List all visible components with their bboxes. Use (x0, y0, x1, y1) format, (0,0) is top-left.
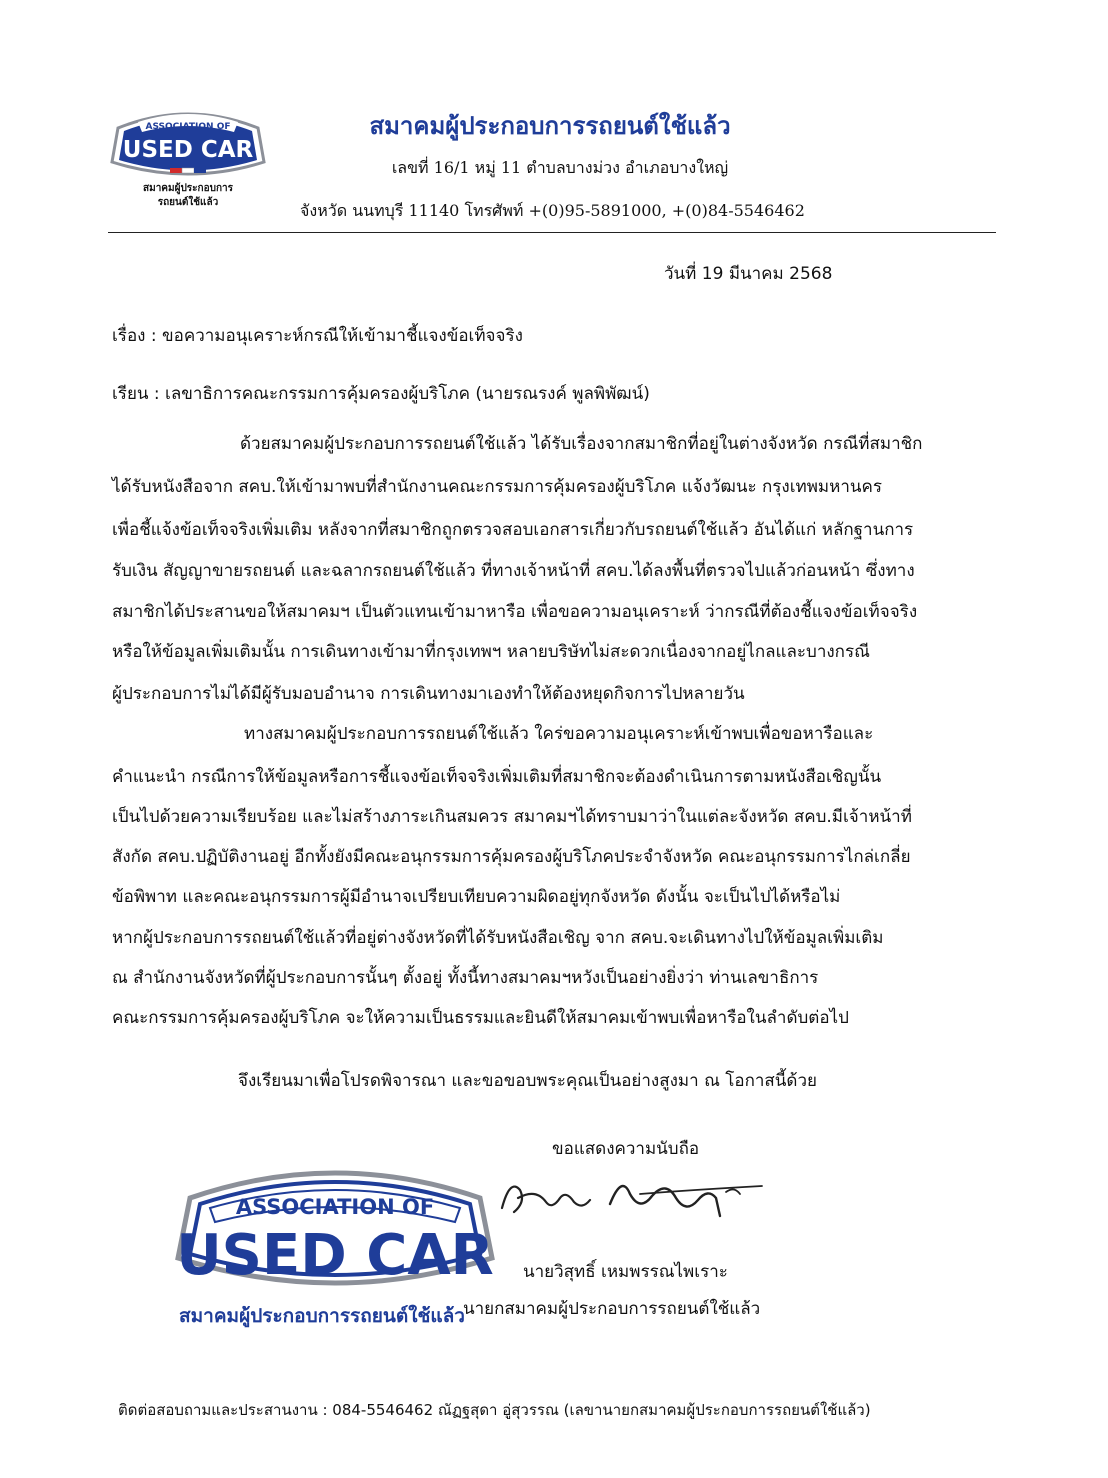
logo-line2: USED CAR (122, 137, 254, 163)
stamp-line2: USED CAR (176, 1223, 494, 1288)
body-line: เป็นไปด้วยความเรียบร้อย และไม่สร้างภาระเกินสมควร สมาคมฯได้ทราบมาว่าในแต่ละจังหวัด สคบ.มีเจ้าหน้าที่ (112, 807, 912, 827)
organization-name: สมาคมผู้ประกอบการรถยนต์ใช้แล้ว (369, 111, 731, 140)
letter-closing: จึงเรียนมาเพื่อโปรดพิจารณา และขอขอบพระคุณเป็นอย่างสูงมา ณ โอกาสนี้ด้วย (238, 1071, 817, 1091)
body-line: ผู้ประกอบการไม่ได้มีผู้รับมอบอำนาจ การเดินทางมาเองทำให้ต้องหยุดกิจการไปหลายวัน (112, 684, 745, 704)
stamp-line1: ASSOCIATION OF (235, 1195, 435, 1219)
body-line: ณ สำนักงานจังหวัดที่ผู้ประกอบการนั้นๆ ตั้งอยู่ ทั้งนี้ทางสมาคมฯหวังเป็นอย่างยิ่งว่า ท่านเลขาธิการ (112, 968, 819, 988)
letter-subject: เรื่อง : ขอความอนุเคราะห์กรณีให้เข้ามาชี้แจงข้อเท็จจริง (112, 326, 523, 346)
body-line: ด้วยสมาคมผู้ประกอบการรถยนต์ใช้แล้ว ได้รับเรื่องจากสมาชิกที่อยู่ในต่างจังหวัด กรณีที่สมาชิก (240, 434, 923, 454)
association-logo (108, 102, 268, 214)
letter-date: วันที่ 19 มีนาคม 2568 (664, 264, 833, 284)
logo-thai-1: สมาคมผู้ประกอบการ (143, 183, 233, 194)
organization-address-line1: เลขที่ 16/1 หมู่ 11 ตำบลบางม่วง อำเภอบางใหญ่ (391, 158, 729, 177)
handwritten-signature (490, 1168, 770, 1228)
body-line: ได้รับหนังสือจาก สคบ.ให้เข้ามาพบที่สำนักงานคณะกรรมการคุ้มครองผู้บริโภค แจ้งวัฒนะ กรุงเทพมหานคร (112, 477, 883, 497)
body-line: รับเงิน สัญญาขายรถยนต์ และฉลากรถยนต์ใช้แล้ว ที่ทางเจ้าหน้าที่ สคบ.ได้ลงพื้นที่ตรวจไปแล้วก่อนหน้า ซึ่งทาง (112, 561, 915, 581)
signer-name: นายวิสุทธิ์ เหมพรรณไพเราะ (523, 1262, 728, 1282)
header-divider (108, 232, 996, 233)
body-line: สังกัด สคบ.ปฏิบัติงานอยู่ อีกทั้งยังมีคณะอนุกรรมการคุ้มครองผู้บริโภคประจำจังหวัด คณะอนุกรรมการไกล่เกลี่ย (112, 847, 911, 867)
logo-thai-2: รถยนต์ใช้แล้ว (157, 197, 219, 208)
body-line: สมาชิกได้ประสานขอให้สมาคมฯ เป็นตัวแทนเข้ามาหารือ เพื่อขอความอนุเคราะห์ ว่ากรณีที่ต้องชี้แจงข้อเท็จจริง (112, 602, 918, 622)
body-line: หากผู้ประกอบการรถยนต์ใช้แล้วที่อยู่ต่างจังหวัดที่ได้รับหนังสือเชิญ จาก สคบ.จะเดินทางไปให้ข้อมูลเพิ่มเติม (112, 928, 884, 948)
footer-contact: ติดต่อสอบถามและประสานงาน : 084-5546462 ณัฏฐสุดา อู่สุวรรณ (เลขานายกสมาคมผู้ประกอบการรถยนต์ใช้แล้ว) (118, 1401, 871, 1419)
letter-regards: ขอแสดงความนับถือ (552, 1139, 700, 1159)
organization-address-line2: จังหวัด นนทบุรี 11140 โทรศัพท์ +(0)95-5891000, +(0)84-5546462 (300, 201, 805, 220)
logo-line1: ASSOCIATION OF (145, 122, 231, 132)
body-line: เพื่อชี้แจ้งข้อเท็จจริงเพิ่มเติม หลังจากที่สมาชิกถูกตรวจสอบเอกสารเกี่ยวกับรถยนต์ใช้แล้ว อันได้แก่ หลักฐานการ (112, 520, 914, 540)
stamp-thai: สมาคมผู้ประกอบการรถยนต์ใช้แล้ว (179, 1305, 465, 1327)
body-line: คณะกรรมการคุ้มครองผู้บริโภค จะให้ความเป็นธรรมและยินดีให้สมาคมเข้าพบเพื่อหารือในลำดับต่อไป (112, 1008, 849, 1028)
body-line: ข้อพิพาท และคณะอนุกรรมการผู้มีอำนาจเปรียบเทียบความผิดอยู่ทุกจังหวัด ดังนั้น จะเป็นไปได้หรือไม่ (112, 887, 841, 907)
association-stamp-logo (170, 1158, 500, 1328)
body-line: หรือให้ข้อมูลเพิ่มเติมนั้น การเดินทางเข้ามาที่กรุงเทพฯ หลายบริษัทไม่สะดวกเนื่องจากอยู่ไกลและบางกรณี (112, 642, 870, 662)
body-line: ทางสมาคมผู้ประกอบการรถยนต์ใช้แล้ว ใคร่ขอความอนุเคราะห์เข้าพบเพื่อขอหารือและ (244, 724, 874, 744)
letter-recipient: เรียน : เลขาธิการคณะกรรมการคุ้มครองผู้บริโภค (นายรณรงค์ พูลพิพัฒน์) (112, 384, 650, 404)
signer-title: นายกสมาคมผู้ประกอบการรถยนต์ใช้แล้ว (463, 1299, 761, 1319)
body-line: คำแนะนำ กรณีการให้ข้อมูลหรือการชี้แจงข้อเท็จจริงเพิ่มเติมที่สมาชิกจะต้องดำเนินการตามหนังสือเชิญนั้น (112, 767, 882, 787)
